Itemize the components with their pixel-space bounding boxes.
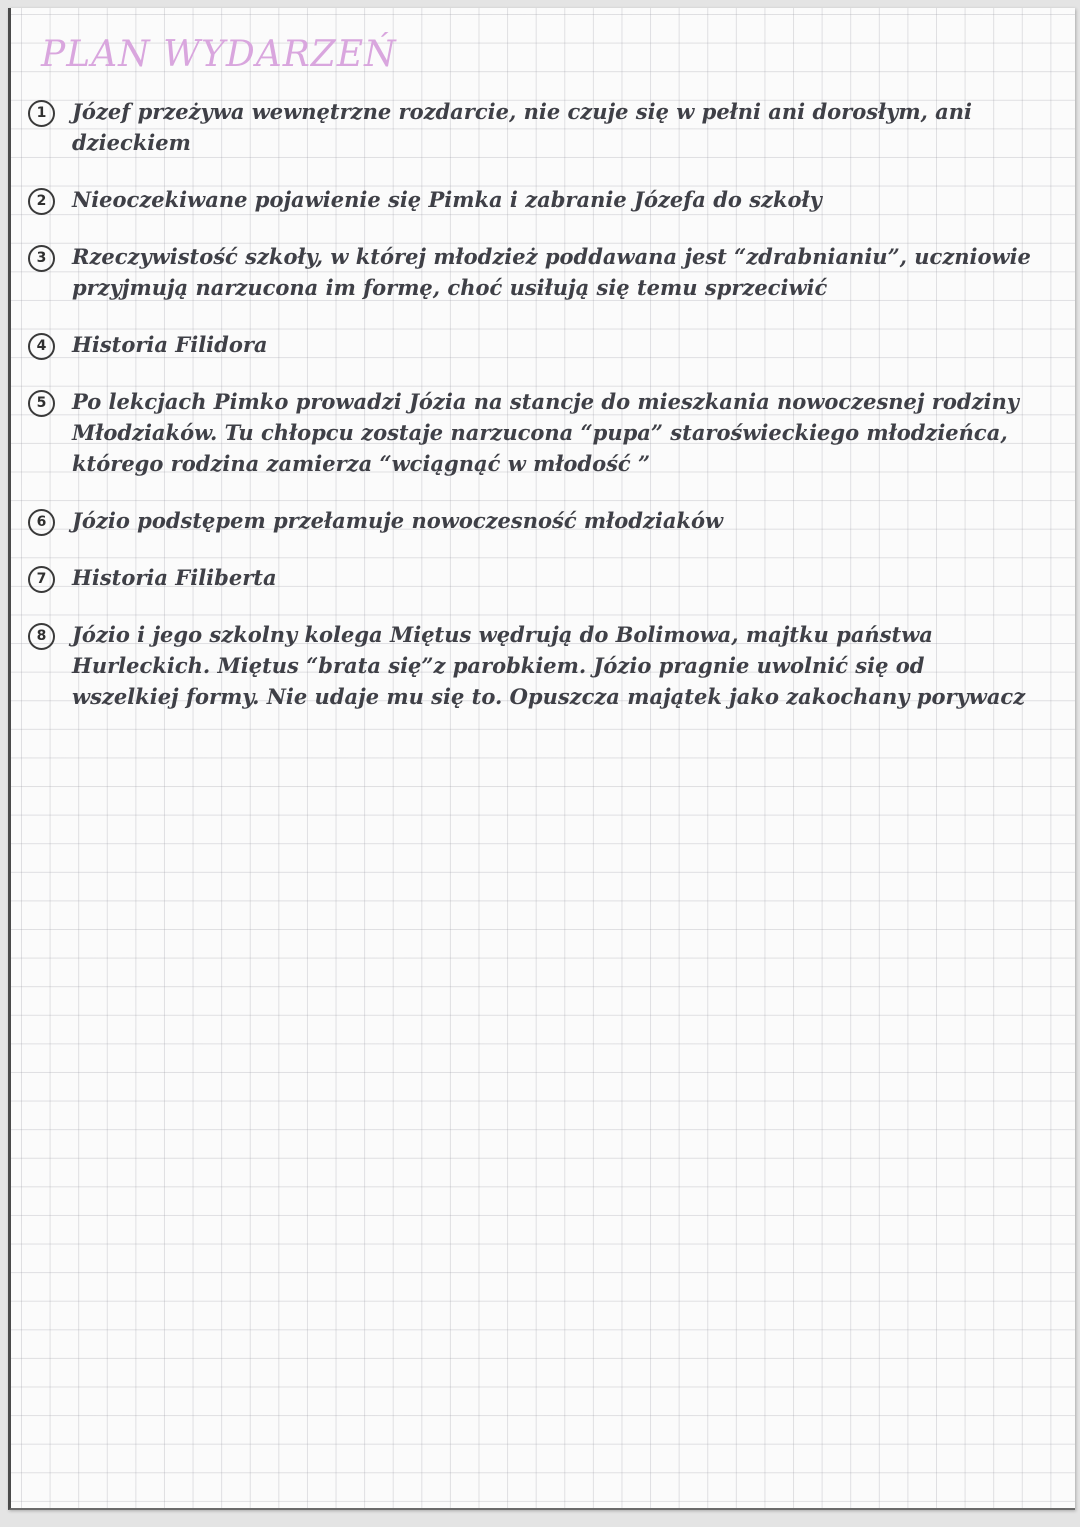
number-badge-icon: 8 — [28, 623, 55, 650]
event-text: Historia Filiberta — [72, 565, 277, 590]
event-text: Historia Filidora — [72, 332, 268, 357]
page-title: PLAN WYDARZEŃ — [41, 34, 397, 75]
event-plan-list — [26, 96, 1036, 738]
event-text: Po lekcjach Pimko prowadzi Józia na stancje do mieszkania nowoczesnej rodziny Młodziaków. Tu chłopcu zostaje narzucona “pupa” staroświeckiego młodzieńca, którego rodzina zamierza “wciągnąć w młodość ” — [72, 389, 1019, 476]
list-item — [26, 505, 1036, 536]
number-badge-icon: 4 — [28, 333, 55, 360]
event-text: Józef przeżywa wewnętrzne rozdarcie, nie czuje się w pełni ani dorosłym, ani dzieckiem — [72, 99, 973, 155]
event-text: Rzeczywistość szkoły, w której młodzież poddawana jest “zdrabnianiu”, uczniowie przyjmują narzucona im formę, choć usiłują się temu sprzeciwić — [72, 244, 1031, 300]
number-badge-icon: 1 — [28, 100, 55, 127]
number-badge-icon: 5 — [28, 390, 55, 417]
list-item — [26, 329, 1036, 360]
list-item — [26, 96, 1036, 158]
event-text: Józio podstępem przełamuje nowoczesność młodziaków — [72, 508, 724, 533]
event-text: Józio i jego szkolny kolega Miętus wędrują do Bolimowa, majtku państwa Hurleckich. Miętus “brata się”z parobkiem. Józio pragnie uwolnić się od wszelkiej formy. Nie udaje mu się to. Opuszcza majątek jako zakochany porywacz — [72, 622, 1026, 709]
list-item — [26, 184, 1036, 215]
number-badge-icon: 2 — [28, 188, 55, 215]
list-item — [26, 562, 1036, 593]
number-badge-icon: 3 — [28, 245, 55, 272]
list-item — [26, 619, 1036, 712]
notebook-page — [8, 8, 1075, 1510]
event-text: Nieoczekiwane pojawienie się Pimka i zabranie Józefa do szkoły — [72, 187, 822, 212]
list-item — [26, 241, 1036, 303]
list-item — [26, 386, 1036, 479]
number-badge-icon: 7 — [28, 566, 55, 593]
number-badge-icon: 6 — [28, 509, 55, 536]
